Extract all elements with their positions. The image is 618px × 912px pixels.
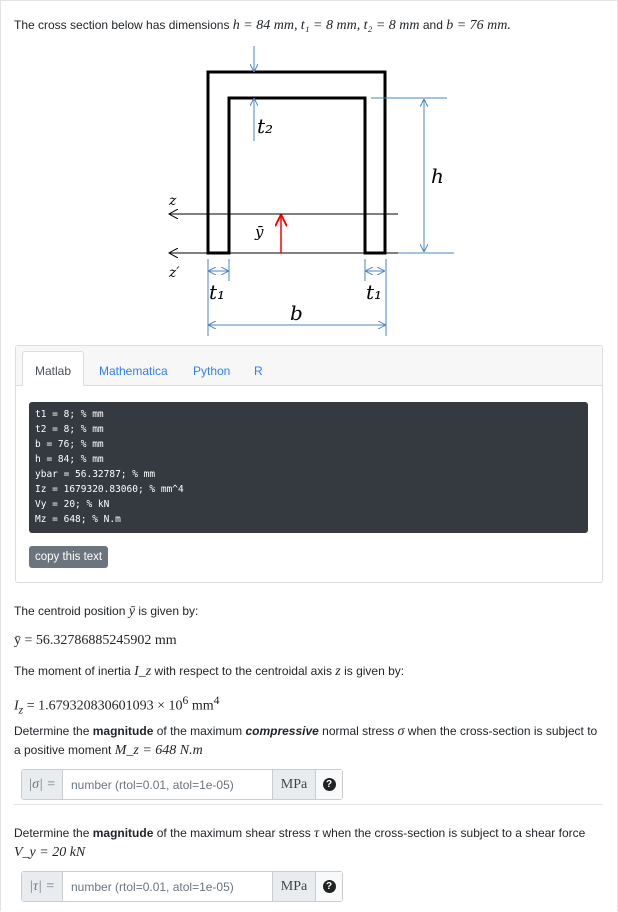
label-h: h: [431, 164, 444, 188]
centroid-text: [14, 602, 603, 621]
tab-mathematica[interactable]: Mathematica: [99, 364, 168, 378]
copy-text-button[interactable]: copy this text: [29, 546, 108, 568]
q1-t2: of the maximum: [156, 724, 243, 738]
q1-t1: Determine the: [14, 724, 90, 738]
iz-number: = 1.679320830601093 × 10: [26, 698, 183, 714]
label-b: b: [290, 301, 303, 325]
tab-python[interactable]: Python: [193, 364, 231, 378]
iz-unit-exp: 4: [213, 694, 220, 707]
ybar-symbol: ȳ: [128, 604, 135, 619]
q1-t4: when the cross-section is subject to a positive moment: [14, 724, 598, 757]
dimension-lines: [208, 46, 454, 336]
dim-t1: t₁ = 8 mm,: [300, 18, 361, 33]
q1-compressive: compressive: [245, 724, 319, 738]
q2-t1: Determine the: [14, 826, 90, 840]
label-z: z: [169, 193, 177, 209]
inertia-value: [14, 692, 603, 719]
moment-value: M_z = 648 N.m: [114, 743, 203, 758]
intro-label: The cross section below has dimensions: [14, 18, 230, 32]
sigma-prefix: |σ| =: [22, 770, 63, 799]
iz-sub: z: [18, 703, 24, 717]
sigma-symbol: σ: [397, 724, 405, 739]
tau-input-group: [21, 871, 343, 902]
cross-section-figure: [1, 41, 617, 341]
sigma-unit: MPa: [272, 770, 315, 799]
label-z-prime: z′: [169, 265, 180, 281]
and-word: and: [422, 18, 443, 32]
inertia-text: [14, 662, 603, 681]
label-t2: t₂: [257, 114, 274, 138]
centroid-value: ȳ = 56.32786885245902 mm: [14, 633, 177, 648]
sigma-help-button[interactable]: [315, 770, 342, 799]
z-symbol: z: [335, 664, 341, 679]
language-tabs: [16, 346, 602, 386]
q1-bold: magnitude: [92, 724, 154, 738]
inertia-label: The moment of inertia: [14, 664, 131, 678]
label-t1-left: t₁: [209, 280, 226, 304]
sigma-answer-input[interactable]: [63, 770, 272, 799]
code-card: [15, 345, 603, 583]
tab-matlab[interactable]: Matlab: [22, 351, 84, 386]
dim-t2: t₂ = 8 mm: [363, 18, 420, 33]
dim-h: h = 84 mm,: [232, 18, 298, 33]
sigma-input-group: [21, 769, 343, 800]
q1-t3: normal stress: [322, 724, 395, 738]
tau-symbol: τ: [314, 826, 320, 841]
tau-answer-input[interactable]: [63, 872, 272, 901]
q2-t3: when the cross-section is subject to a shear force: [322, 826, 586, 840]
inertia-label-mid: with respect to the centroidal axis: [154, 664, 332, 678]
centroid-label-end: is given by:: [138, 604, 199, 618]
intro-text: [14, 16, 603, 35]
iz-I: I: [14, 698, 19, 714]
inertia-label-end: is given by:: [344, 664, 405, 678]
question-2-text: [14, 824, 603, 862]
tab-r[interactable]: R: [254, 364, 263, 378]
question-circle-icon: ?: [323, 778, 336, 791]
iz-symbol: I_z: [134, 664, 152, 679]
centroid-label: The centroid position: [14, 604, 126, 618]
divider: [14, 804, 603, 805]
tau-help-button[interactable]: [315, 872, 342, 901]
q2-t2: of the maximum shear stress: [156, 826, 311, 840]
channel-section: [208, 72, 385, 253]
question-1-text: [14, 722, 603, 760]
label-t1-right: t₁: [366, 280, 383, 304]
code-block[interactable]: t1 = 8; % mm t2 = 8; % mm b = 76; % mm h = 84; % mm ybar = 56.32787; % mm Iz = 1679320.83060; % mm^4 Vy = 20; % kN Mz = 648; % N.m: [29, 402, 588, 533]
iz-exponent: 6: [182, 694, 189, 707]
iz-unit: mm: [191, 698, 214, 714]
question-circle-icon: ?: [323, 880, 336, 893]
dim-b: b = 76 mm.: [446, 18, 511, 33]
tau-prefix: |τ| =: [22, 872, 63, 901]
label-ybar: ȳ: [255, 223, 264, 241]
force-value: V_y = 20 kN: [14, 845, 86, 860]
tau-unit: MPa: [272, 872, 315, 901]
q2-bold: magnitude: [92, 826, 154, 840]
